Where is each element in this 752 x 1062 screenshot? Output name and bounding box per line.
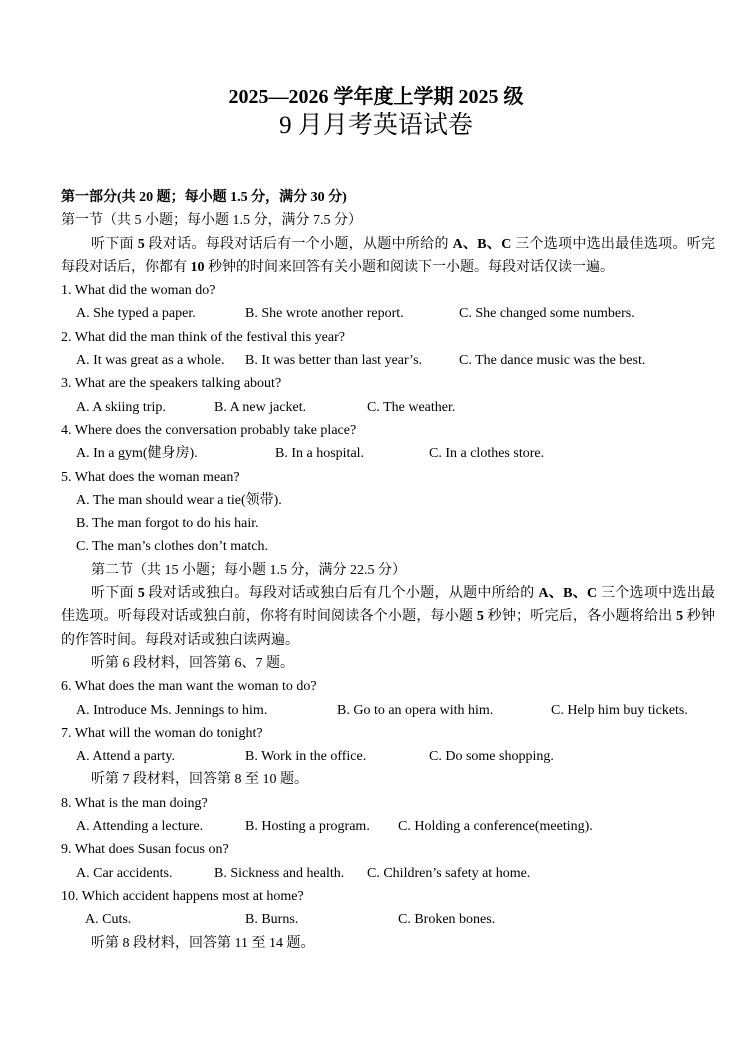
- question-4-options: [61, 442, 715, 465]
- question-3-stem: 3. What are the speakers talking about?: [61, 376, 282, 392]
- question-4-stem: 4. Where does the conversation probably take place?: [61, 422, 357, 438]
- question-6-options: [61, 699, 715, 722]
- option-c: C. Help him buy tickets.: [551, 702, 688, 718]
- question-2-options: [61, 349, 715, 372]
- option-b: B. She wrote another report.: [245, 306, 404, 322]
- question-7-options: [61, 745, 715, 768]
- option-a: A. Attending a lecture.: [76, 819, 204, 835]
- option-c: C. She changed some numbers.: [459, 306, 635, 322]
- option-c: C. Children’s safety at home.: [367, 865, 531, 881]
- option-b: B. Go to an opera with him.: [337, 702, 494, 718]
- option-b: B. Sickness and health.: [214, 865, 345, 881]
- exam-title-year: 2025—2026 学年度上学期 2025 级: [228, 86, 524, 108]
- question-8-stem: 8. What is the man doing?: [61, 795, 208, 811]
- question-3-options: [61, 396, 715, 419]
- question-8-options: [61, 815, 715, 838]
- option-c: C. Broken bones.: [398, 912, 496, 928]
- option-a: A. She typed a paper.: [76, 306, 196, 322]
- material-6-note: 听第 6 段材料，回答第 6、7 题。: [91, 655, 294, 671]
- option-c: C. In a clothes store.: [429, 446, 545, 462]
- question-5-option-b: B. The man forgot to do his hair.: [76, 516, 259, 532]
- section2-heading: 第二节（共 15 小题；每小题 1.5 分，满分 22.5 分）: [91, 562, 406, 578]
- question-6-stem: 6. What does the man want the woman to do?: [61, 679, 317, 695]
- material-8-note: 听第 8 段材料，回答第 11 至 14 题。: [91, 935, 315, 951]
- section1-instructions: 听下面 5 段对话。每段对话后有一个小题，从题中所给的 A、B、C 三个选项中选出最佳选项。听完每段对话后，你都有 10 秒钟的时间来回答有关小题和阅读下一小题。每段对话仅读一遍。: [61, 236, 716, 275]
- question-9-stem: 9. What does Susan focus on?: [61, 842, 229, 858]
- question-10-options: [61, 908, 715, 931]
- option-b: B. A new jacket.: [214, 399, 307, 415]
- question-5-option-a: A. The man should wear a tie(领带).: [76, 492, 282, 508]
- exam-title-subject: 9 月月考英语试卷: [279, 112, 473, 139]
- exam-body: [61, 186, 715, 955]
- option-b: B. In a hospital.: [275, 446, 365, 462]
- option-b: B. Burns.: [245, 912, 299, 928]
- option-c: C. Do some shopping.: [429, 749, 554, 765]
- question-9-options: [61, 862, 715, 885]
- option-a: A. A skiing trip.: [76, 399, 166, 415]
- section1-heading: 第一节（共 5 小题；每小题 1.5 分，满分 7.5 分）: [61, 213, 362, 229]
- option-a: A. It was great as a whole.: [76, 353, 225, 369]
- option-b: B. Hosting a program.: [245, 819, 370, 835]
- option-a: A. Attend a party.: [76, 749, 176, 765]
- question-1-stem: 1. What did the woman do?: [61, 283, 216, 299]
- question-5-stem: 5. What does the woman mean?: [61, 469, 240, 485]
- option-a: A. Car accidents.: [76, 865, 173, 881]
- option-a: A. Introduce Ms. Jennings to him.: [76, 702, 268, 718]
- option-b: B. Work in the office.: [245, 749, 367, 765]
- material-7-note: 听第 7 段材料，回答第 8 至 10 题。: [91, 772, 308, 788]
- option-a: A. Cuts.: [85, 912, 132, 928]
- question-5-option-c: C. The man’s clothes don’t match.: [76, 539, 268, 555]
- question-2-stem: 2. What did the man think of the festival this year?: [61, 329, 345, 345]
- option-c: C. The weather.: [367, 399, 456, 415]
- option-b: B. It was better than last year’s.: [245, 353, 423, 369]
- option-a: A. In a gym(健身房).: [76, 446, 198, 462]
- question-10-stem: 10. Which accident happens most at home?: [61, 888, 304, 904]
- part1-heading: 第一部分(共 20 题；每小题 1.5 分，满分 30 分): [61, 190, 347, 205]
- option-c: C. Holding a conference(meeting).: [398, 819, 593, 835]
- section2-instructions: 听下面 5 段对话或独白。每段对话或独白后有几个小题，从题中所给的 A、B、C 三个选项中选出最佳选项。听每段对话或独白前，你将有时间阅读各个小题，每小题 5 秒钟；听完后，各小题将给出 5 秒钟的作答时间。每段对话或独白读两遍。: [61, 586, 716, 648]
- option-c: C. The dance music was the best.: [459, 353, 646, 369]
- question-1-options: [61, 302, 715, 325]
- question-7-stem: 7. What will the woman do tonight?: [61, 725, 263, 741]
